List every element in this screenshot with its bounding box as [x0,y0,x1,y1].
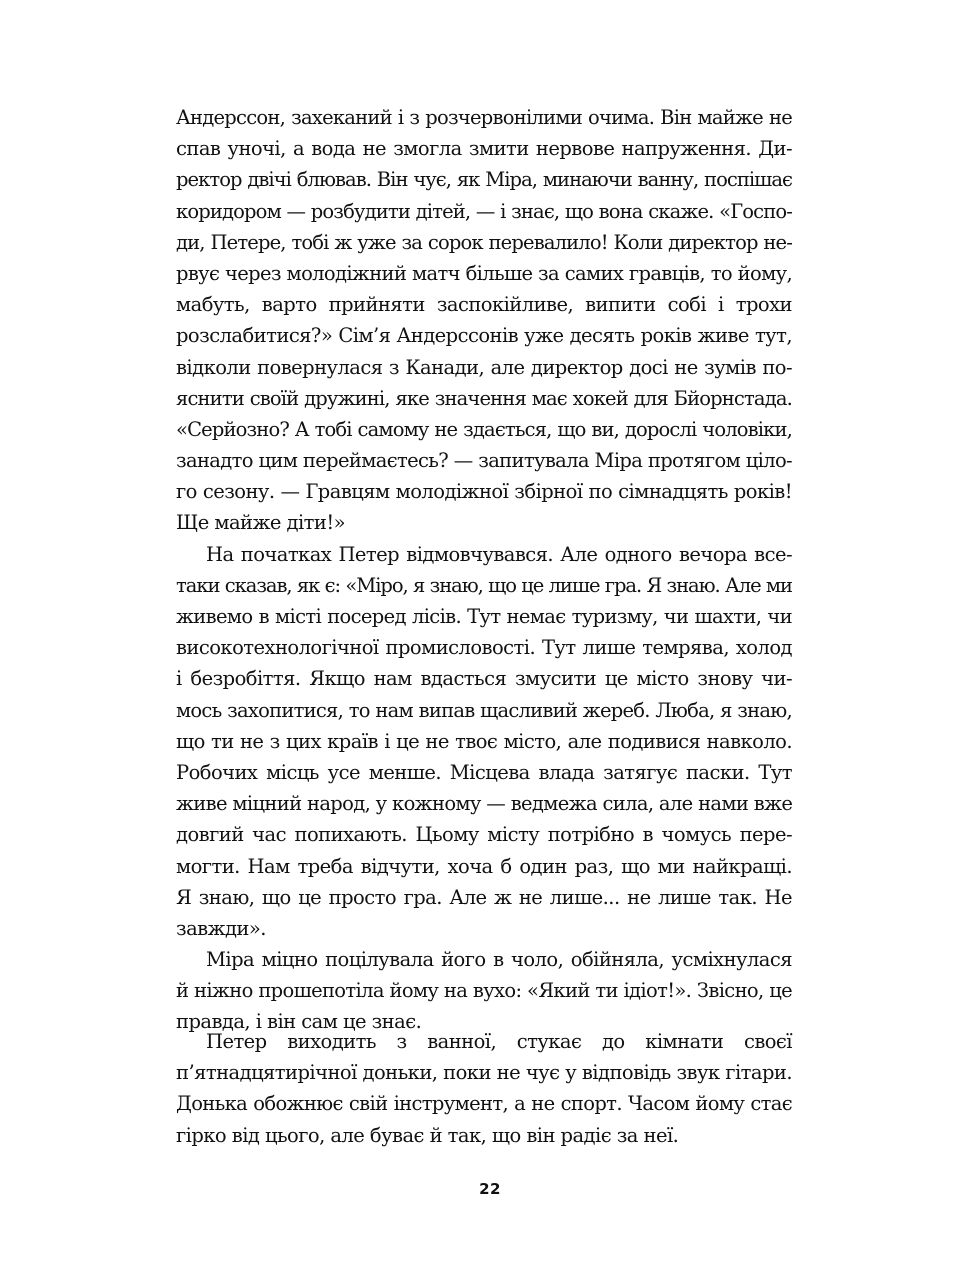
text-line: мабуть, варто прийняти заспокійливе, випити собі і трохи [176,293,792,317]
text-line: мось захопитися, то нам випав щасливий жереб. Люба, я знаю, [176,698,792,722]
text-line: таки сказав, як є: «Міро, я знаю, що це лише гра. Я знаю. Але ми [176,573,792,597]
text-line: Донька обожнює свій інструмент, а не спорт. Часом йому стає [176,1092,792,1116]
text-line: ректор двічі блював. Він чує, як Міра, минаючи ванну, поспішає [176,168,792,192]
text-line: правда, і він сам це знає. [176,1010,422,1034]
text-line: занадто цим переймаєтесь? — запитувала Міра протягом ціло- [176,449,792,473]
text-line: п’ятнадцятирічної доньки, поки не чує у відповідь звук гітари. [176,1061,792,1085]
text-line: й ніжно прошепотіла йому на вухо: «Який ти ідіот!». Звісно, це [176,979,792,1003]
text-line: Міра міцно поцілувала його в чоло, обійняла, усміхнулася [206,948,792,972]
text-line: розслабитися?» Сім’я Андерссонів уже десять років живе тут, [176,324,792,348]
text-line: Ще майже діти!» [176,511,346,535]
text-line: і безробіття. Якщо нам вдасться змусити це місто знову чи- [176,667,792,691]
text-line: яснити своїй дружині, яке значення має хокей для Бйорнстада. [176,386,792,410]
text-line: живе міцний народ, у кожному — ведмежа сила, але нами вже [176,792,793,816]
text-line: Робочих місць усе менше. Місцева влада затягує паски. Тут [176,760,792,784]
text-line: го сезону. — Гравцям молодіжної збірної по сімнадцять років! [176,480,792,504]
text-line: Андерссон, захеканий і з розчервонілими очима. Він майже не [176,106,792,129]
text-block-main [176,102,792,1038]
text-line: високотехнологічної промисловості. Тут лише темрява, холод [176,636,792,660]
text-line: коридором — розбудити дітей, — і знає, що вона скаже. «Госпо- [176,199,792,223]
text-line: живемо в місті посеред лісів. Тут немає туризму, чи шахти, чи [176,605,792,628]
text-block-section [176,1026,792,1151]
text-line: могти. Нам треба відчути, хоча б один раз, що ми найкращі. [176,854,792,878]
text-line: відколи повернулася з Канади, але директор досі не зумів по- [176,355,792,379]
text-line: Я знаю, що це просто гра. Але ж не лише... не лише так. Не [176,885,792,909]
text-line: ди, Петере, тобі ж уже за сорок перевалило! Коли директор не- [176,230,792,254]
text-line: що ти не з цих країв і це не твоє місто, але подивися навколо. [176,729,792,753]
text-line: довгий час попихають. Цьому місту потрібно в чомусь пере- [176,823,792,847]
text-line: спав уночі, а вода не змогла змити нервове напруження. Ди- [176,137,792,161]
text-line: завжди». [176,916,266,940]
text-line: На початках Петер відмовчувався. Але одного вечора все- [206,542,792,566]
text-line: Петер виходить з ванної, стукає до кімнати своєї [206,1030,792,1053]
text-line: рвує через молодіжний матч більше за самих гравців, то йому, [176,261,792,285]
text-line: «Серйозно? А тобі самому не здається, що ви, дорослі чоловіки, [176,417,792,441]
text-line: гірко від цього, але буває й так, що він радіє за неї. [176,1123,679,1147]
page-number: 22 [479,1180,501,1198]
